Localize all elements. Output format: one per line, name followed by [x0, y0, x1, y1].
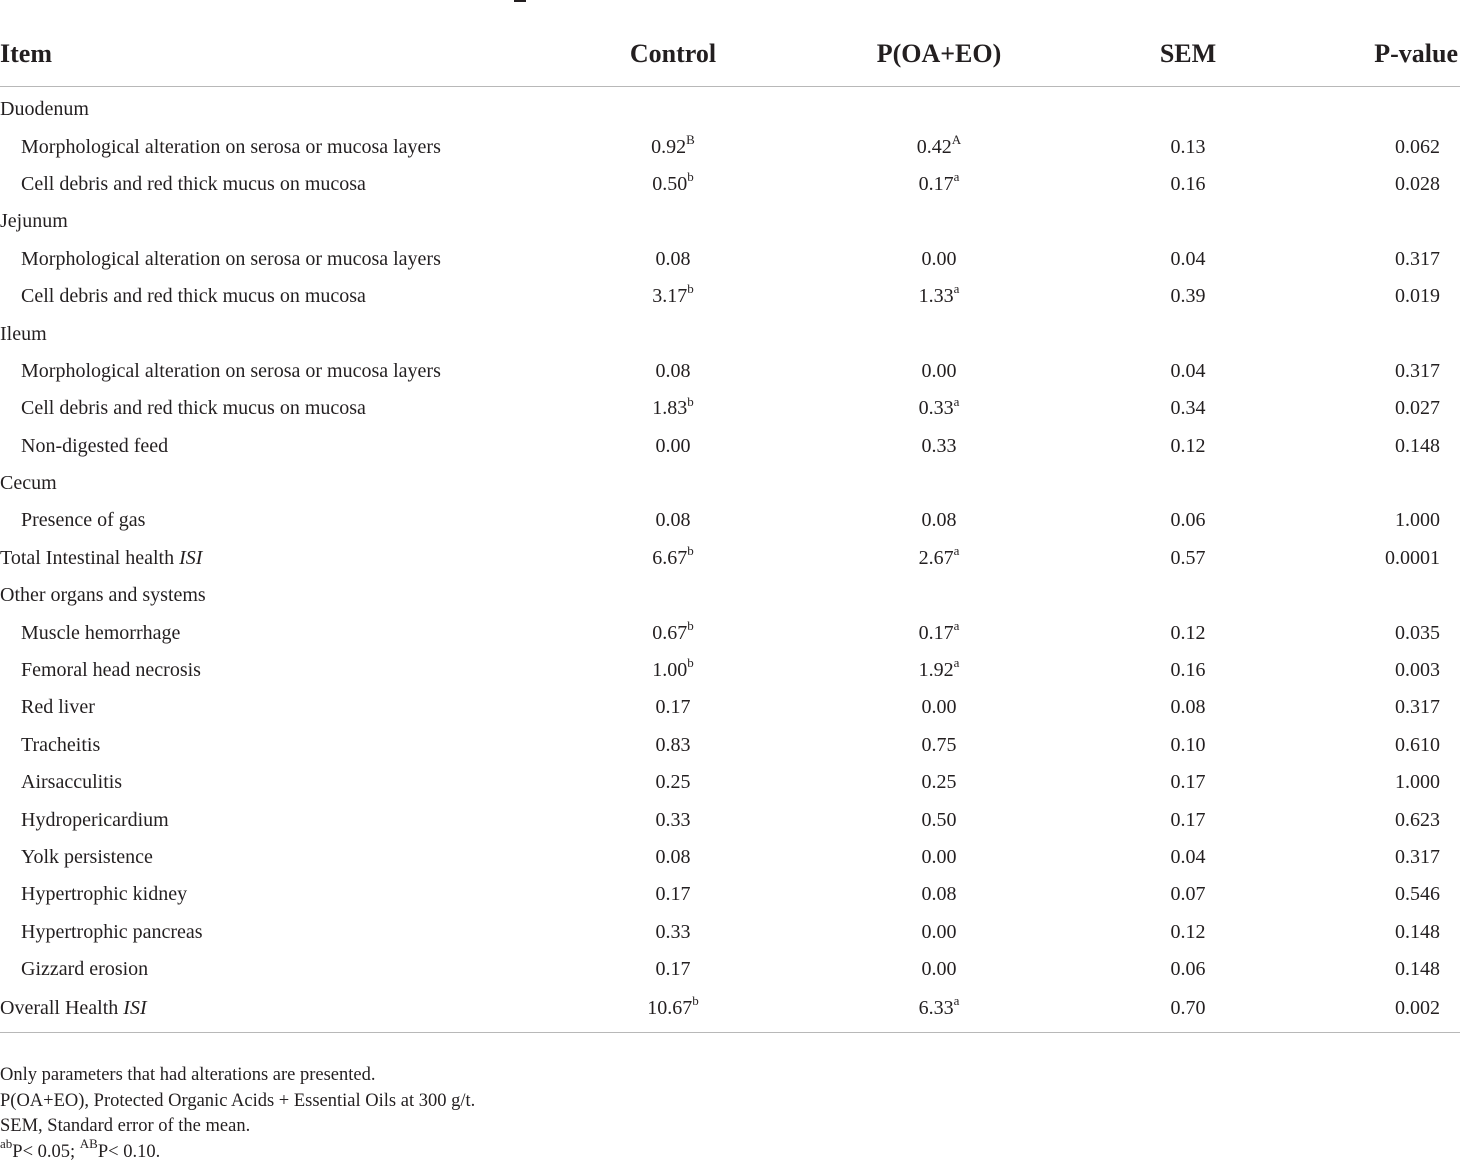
cell-sem — [1080, 166, 1296, 203]
cell-control — [548, 839, 798, 876]
cell-control-value: 0.50 — [652, 173, 687, 195]
cell-control-superscript: b — [687, 618, 694, 633]
cell-control — [548, 914, 798, 951]
cell-pvalue — [1296, 315, 1460, 352]
cell-item — [0, 876, 548, 913]
cell-control-value: 0.08 — [656, 248, 691, 270]
cell-control-value: 3.17 — [652, 285, 687, 307]
cell-treatment-value: 0.08 — [922, 883, 957, 905]
cell-treatment-superscript: a — [954, 993, 960, 1008]
item-label: Non-digested feed — [21, 435, 168, 457]
cell-treatment — [798, 988, 1080, 1033]
cell-pvalue-value: 0.002 — [1395, 997, 1440, 1019]
cell-control-value: 1.83 — [652, 397, 687, 419]
cell-sem — [1080, 689, 1296, 726]
cell-item — [0, 390, 548, 427]
cell-sem-value: 0.04 — [1171, 248, 1206, 270]
item-label: Jejunum — [0, 210, 68, 232]
footnote-4 — [0, 1140, 475, 1165]
footnote-sup-AB: AB — [80, 1136, 98, 1151]
table-row — [0, 390, 1460, 427]
table-footnotes — [0, 1063, 475, 1165]
table-row — [0, 278, 1460, 315]
cell-pvalue-value: 0.148 — [1395, 921, 1440, 943]
header-item: Item — [0, 22, 548, 87]
item-label: Hypertrophic pancreas — [21, 921, 203, 943]
cell-control — [548, 166, 798, 203]
cell-sem — [1080, 801, 1296, 838]
cell-treatment — [798, 465, 1080, 502]
cell-pvalue — [1296, 353, 1460, 390]
cell-pvalue-value: 0.610 — [1395, 734, 1440, 756]
cell-control-value: 0.17 — [656, 958, 691, 980]
cell-control — [548, 540, 798, 577]
table-row — [0, 689, 1460, 726]
cell-control — [548, 241, 798, 278]
cell-pvalue — [1296, 876, 1460, 913]
cell-item — [0, 951, 548, 988]
cell-treatment — [798, 540, 1080, 577]
footnote-2: P(OA+EO), Protected Organic Acids + Essential Oils at 300 g/t. — [0, 1089, 475, 1115]
section-row — [0, 465, 1460, 502]
table-row — [0, 914, 1460, 951]
cell-sem-value: 0.08 — [1171, 696, 1206, 718]
table-row — [0, 241, 1460, 278]
header-treatment: P(OA+EO) — [798, 22, 1080, 87]
cell-treatment-value: 0.00 — [922, 696, 957, 718]
cell-treatment-superscript: a — [954, 394, 960, 409]
cell-control-value: 0.33 — [656, 809, 691, 831]
cell-control — [548, 502, 798, 539]
cell-treatment-value: 0.75 — [922, 734, 957, 756]
cell-pvalue — [1296, 988, 1460, 1033]
cell-sem-value: 0.06 — [1171, 509, 1206, 531]
cell-pvalue — [1296, 764, 1460, 801]
cell-item — [0, 502, 548, 539]
table-row — [0, 428, 1460, 465]
cell-sem-value: 0.16 — [1171, 659, 1206, 681]
cell-control-value: 10.67 — [647, 997, 692, 1019]
cell-control — [548, 727, 798, 764]
section-row — [0, 577, 1460, 614]
cell-item — [0, 87, 548, 129]
cell-pvalue — [1296, 801, 1460, 838]
cell-item — [0, 914, 548, 951]
cell-control-value: 1.00 — [652, 659, 687, 681]
cell-control — [548, 951, 798, 988]
cell-pvalue-value: 0.546 — [1395, 883, 1440, 905]
cell-control — [548, 390, 798, 427]
cell-treatment-value: 0.00 — [922, 921, 957, 943]
cell-treatment — [798, 87, 1080, 129]
cell-treatment — [798, 502, 1080, 539]
cell-pvalue — [1296, 465, 1460, 502]
cell-treatment — [798, 876, 1080, 913]
cell-pvalue-value: 0.317 — [1395, 360, 1440, 382]
cell-treatment — [798, 951, 1080, 988]
cell-sem — [1080, 502, 1296, 539]
cell-item — [0, 203, 548, 240]
cell-control-value: 0.08 — [656, 509, 691, 531]
cell-pvalue-value: 1.000 — [1395, 509, 1440, 531]
cell-control — [548, 614, 798, 651]
cell-sem — [1080, 839, 1296, 876]
cell-item — [0, 614, 548, 651]
item-label: Presence of gas — [21, 509, 145, 531]
item-label: Muscle hemorrhage — [21, 622, 180, 644]
cell-treatment — [798, 652, 1080, 689]
cell-sem — [1080, 87, 1296, 129]
item-label: Morphological alteration on serosa or mucosa layers — [21, 360, 441, 382]
header-sem: SEM — [1080, 22, 1296, 87]
cell-pvalue-value: 0.317 — [1395, 846, 1440, 868]
cell-sem-value: 0.12 — [1171, 622, 1206, 644]
cell-pvalue-value: 0.148 — [1395, 958, 1440, 980]
cell-item — [0, 764, 548, 801]
cell-pvalue — [1296, 914, 1460, 951]
cell-item — [0, 353, 548, 390]
cell-item — [0, 428, 548, 465]
cell-pvalue-value: 0.028 — [1395, 173, 1440, 195]
cell-sem — [1080, 241, 1296, 278]
table-body — [0, 87, 1460, 1033]
cell-treatment-value: 6.33 — [919, 997, 954, 1019]
cell-item — [0, 577, 548, 614]
item-label: Hydropericardium — [21, 809, 169, 831]
item-label: Duodenum — [0, 98, 89, 120]
cell-treatment-value: 0.42 — [917, 136, 952, 158]
cell-sem-value: 0.17 — [1171, 771, 1206, 793]
table-row — [0, 128, 1460, 165]
cell-control — [548, 428, 798, 465]
cell-treatment-value: 0.00 — [922, 360, 957, 382]
item-label: Gizzard erosion — [21, 958, 148, 980]
cell-treatment-value: 0.00 — [922, 958, 957, 980]
cell-treatment — [798, 278, 1080, 315]
cell-sem-value: 0.16 — [1171, 173, 1206, 195]
item-label: Cell debris and red thick mucus on mucosa — [21, 173, 366, 195]
cell-treatment-value: 0.17 — [919, 622, 954, 644]
section-row — [0, 315, 1460, 352]
cell-control-value: 0.00 — [656, 435, 691, 457]
table-row — [0, 839, 1460, 876]
cell-treatment-superscript: a — [954, 169, 960, 184]
cell-pvalue-value: 1.000 — [1395, 771, 1440, 793]
cell-sem-value: 0.39 — [1171, 285, 1206, 307]
cell-pvalue-value: 0.062 — [1395, 136, 1440, 158]
cell-treatment-value: 0.00 — [922, 846, 957, 868]
cell-sem-value: 0.57 — [1171, 547, 1206, 569]
cell-item — [0, 128, 548, 165]
cell-treatment-superscript: a — [954, 618, 960, 633]
cell-control — [548, 203, 798, 240]
cell-item — [0, 727, 548, 764]
cell-sem — [1080, 128, 1296, 165]
cell-sem — [1080, 727, 1296, 764]
item-label: Other organs and systems — [0, 584, 206, 606]
item-label: Yolk persistence — [21, 846, 153, 868]
cell-control — [548, 128, 798, 165]
cell-sem — [1080, 988, 1296, 1033]
table-row — [0, 540, 1460, 577]
cell-pvalue-value: 0.317 — [1395, 248, 1440, 270]
cell-treatment — [798, 689, 1080, 726]
cell-pvalue — [1296, 203, 1460, 240]
cell-control-superscript: b — [687, 169, 694, 184]
table-row — [0, 614, 1460, 651]
item-label: Airsacculitis — [21, 771, 122, 793]
cell-pvalue-value: 0.035 — [1395, 622, 1440, 644]
cell-control — [548, 278, 798, 315]
cell-control — [548, 577, 798, 614]
cell-sem-value: 0.34 — [1171, 397, 1206, 419]
cell-treatment-superscript: a — [954, 281, 960, 296]
cell-pvalue — [1296, 87, 1460, 129]
cell-pvalue — [1296, 390, 1460, 427]
footnote-text-ab: P< 0.05; — [12, 1142, 80, 1162]
cell-sem-value: 0.04 — [1171, 360, 1206, 382]
cell-treatment — [798, 428, 1080, 465]
item-label-italic: ISI — [179, 547, 202, 569]
cell-sem — [1080, 764, 1296, 801]
cell-treatment-value: 1.92 — [919, 659, 954, 681]
footnote-1: Only parameters that had alterations are presented. — [0, 1063, 475, 1089]
cell-treatment — [798, 166, 1080, 203]
cell-pvalue — [1296, 428, 1460, 465]
item-label: Tracheitis — [21, 734, 100, 756]
header-control: Control — [548, 22, 798, 87]
cell-sem-value: 0.12 — [1171, 435, 1206, 457]
section-row — [0, 87, 1460, 129]
cell-treatment — [798, 801, 1080, 838]
cell-sem-value: 0.13 — [1171, 136, 1206, 158]
cell-sem-value: 0.04 — [1171, 846, 1206, 868]
results-table — [0, 22, 1460, 1033]
cell-sem — [1080, 203, 1296, 240]
table-header — [0, 22, 1460, 87]
cell-treatment-value: 0.33 — [922, 435, 957, 457]
table-row — [0, 166, 1460, 203]
cell-treatment-value: 2.67 — [919, 547, 954, 569]
item-label: Overall Health — [0, 997, 123, 1019]
cell-sem — [1080, 540, 1296, 577]
table-row — [0, 876, 1460, 913]
cell-treatment-value: 0.17 — [919, 173, 954, 195]
cell-sem — [1080, 465, 1296, 502]
item-label: Morphological alteration on serosa or mucosa layers — [21, 136, 441, 158]
cell-control-value: 0.08 — [656, 846, 691, 868]
cell-pvalue — [1296, 166, 1460, 203]
cell-control-superscript: b — [687, 543, 694, 558]
table-row — [0, 502, 1460, 539]
item-label: Cell debris and red thick mucus on mucosa — [21, 285, 366, 307]
footnote-3: SEM, Standard error of the mean. — [0, 1114, 475, 1140]
cell-control-value: 0.17 — [656, 696, 691, 718]
cell-control — [548, 315, 798, 352]
cell-treatment — [798, 577, 1080, 614]
cell-pvalue — [1296, 128, 1460, 165]
cell-control-value: 0.17 — [656, 883, 691, 905]
top-rule-mark — [514, 0, 526, 2]
cell-pvalue-value: 0.003 — [1395, 659, 1440, 681]
cell-pvalue — [1296, 502, 1460, 539]
cell-pvalue — [1296, 577, 1460, 614]
cell-pvalue-value: 0.623 — [1395, 809, 1440, 831]
cell-treatment-value: 0.33 — [919, 397, 954, 419]
cell-control-value: 0.25 — [656, 771, 691, 793]
cell-item — [0, 465, 548, 502]
cell-treatment — [798, 727, 1080, 764]
cell-treatment-superscript: A — [952, 132, 961, 147]
cell-treatment-value: 0.08 — [922, 509, 957, 531]
table-row — [0, 353, 1460, 390]
cell-treatment — [798, 241, 1080, 278]
table-row — [0, 764, 1460, 801]
cell-control — [548, 988, 798, 1033]
cell-treatment — [798, 764, 1080, 801]
cell-item — [0, 241, 548, 278]
cell-treatment — [798, 203, 1080, 240]
cell-treatment — [798, 353, 1080, 390]
cell-treatment — [798, 914, 1080, 951]
cell-treatment-value: 0.00 — [922, 248, 957, 270]
table-row — [0, 801, 1460, 838]
cell-sem — [1080, 353, 1296, 390]
cell-sem-value: 0.07 — [1171, 883, 1206, 905]
cell-item — [0, 988, 548, 1033]
cell-treatment — [798, 614, 1080, 651]
cell-pvalue-value: 0.148 — [1395, 435, 1440, 457]
cell-sem-value: 0.06 — [1171, 958, 1206, 980]
footnote-text-AB: P< 0.10. — [98, 1142, 160, 1162]
cell-item — [0, 839, 548, 876]
cell-item — [0, 652, 548, 689]
item-label: Ileum — [0, 323, 47, 345]
cell-sem — [1080, 577, 1296, 614]
item-label-italic: ISI — [123, 997, 146, 1019]
cell-pvalue — [1296, 652, 1460, 689]
cell-control-superscript: b — [687, 394, 694, 409]
cell-treatment-superscript: a — [954, 543, 960, 558]
cell-item — [0, 278, 548, 315]
cell-item — [0, 166, 548, 203]
cell-control — [548, 87, 798, 129]
cell-sem — [1080, 652, 1296, 689]
footnote-sup-ab: ab — [0, 1136, 12, 1151]
item-label: Total Intestinal health — [0, 547, 179, 569]
cell-pvalue — [1296, 241, 1460, 278]
cell-control — [548, 465, 798, 502]
cell-control-superscript: B — [686, 132, 695, 147]
cell-pvalue-value: 0.0001 — [1385, 547, 1440, 569]
cell-control-value: 0.08 — [656, 360, 691, 382]
cell-control — [548, 689, 798, 726]
item-label: Morphological alteration on serosa or mucosa layers — [21, 248, 441, 270]
cell-sem-value: 0.17 — [1171, 809, 1206, 831]
cell-sem — [1080, 914, 1296, 951]
table-row — [0, 988, 1460, 1033]
cell-control — [548, 353, 798, 390]
cell-pvalue — [1296, 614, 1460, 651]
cell-item — [0, 540, 548, 577]
cell-control-value: 0.33 — [656, 921, 691, 943]
cell-treatment-value: 0.25 — [922, 771, 957, 793]
cell-control — [548, 801, 798, 838]
cell-control-superscript: b — [687, 281, 694, 296]
cell-item — [0, 801, 548, 838]
table-row — [0, 727, 1460, 764]
table-row — [0, 951, 1460, 988]
cell-pvalue — [1296, 540, 1460, 577]
cell-sem — [1080, 951, 1296, 988]
cell-sem — [1080, 278, 1296, 315]
cell-control-value: 0.83 — [656, 734, 691, 756]
cell-pvalue — [1296, 278, 1460, 315]
cell-treatment — [798, 128, 1080, 165]
table-row — [0, 652, 1460, 689]
cell-sem — [1080, 614, 1296, 651]
cell-control-value: 0.92 — [651, 136, 686, 158]
cell-sem — [1080, 315, 1296, 352]
header-pvalue: P-value — [1296, 22, 1460, 87]
cell-item — [0, 315, 548, 352]
cell-pvalue-value: 0.317 — [1395, 696, 1440, 718]
cell-sem-value: 0.70 — [1171, 997, 1206, 1019]
cell-pvalue-value: 0.019 — [1395, 285, 1440, 307]
cell-pvalue — [1296, 951, 1460, 988]
cell-pvalue — [1296, 689, 1460, 726]
cell-pvalue — [1296, 839, 1460, 876]
cell-control-value: 0.67 — [652, 622, 687, 644]
cell-control — [548, 764, 798, 801]
cell-sem — [1080, 428, 1296, 465]
section-row — [0, 203, 1460, 240]
item-label: Hypertrophic kidney — [21, 883, 187, 905]
cell-pvalue-value: 0.027 — [1395, 397, 1440, 419]
cell-sem — [1080, 390, 1296, 427]
cell-control-superscript: b — [687, 655, 694, 670]
cell-control — [548, 876, 798, 913]
cell-sem — [1080, 876, 1296, 913]
item-label: Femoral head necrosis — [21, 659, 201, 681]
cell-item — [0, 689, 548, 726]
cell-treatment — [798, 315, 1080, 352]
cell-treatment-superscript: a — [954, 655, 960, 670]
cell-control-value: 6.67 — [652, 547, 687, 569]
item-label: Cecum — [0, 472, 57, 494]
cell-sem-value: 0.10 — [1171, 734, 1206, 756]
cell-pvalue — [1296, 727, 1460, 764]
cell-treatment-value: 1.33 — [919, 285, 954, 307]
cell-control-superscript: b — [692, 993, 699, 1008]
cell-sem-value: 0.12 — [1171, 921, 1206, 943]
cell-treatment — [798, 839, 1080, 876]
cell-control — [548, 652, 798, 689]
item-label: Cell debris and red thick mucus on mucosa — [21, 397, 366, 419]
item-label: Red liver — [21, 696, 95, 718]
cell-treatment — [798, 390, 1080, 427]
cell-treatment-value: 0.50 — [922, 809, 957, 831]
